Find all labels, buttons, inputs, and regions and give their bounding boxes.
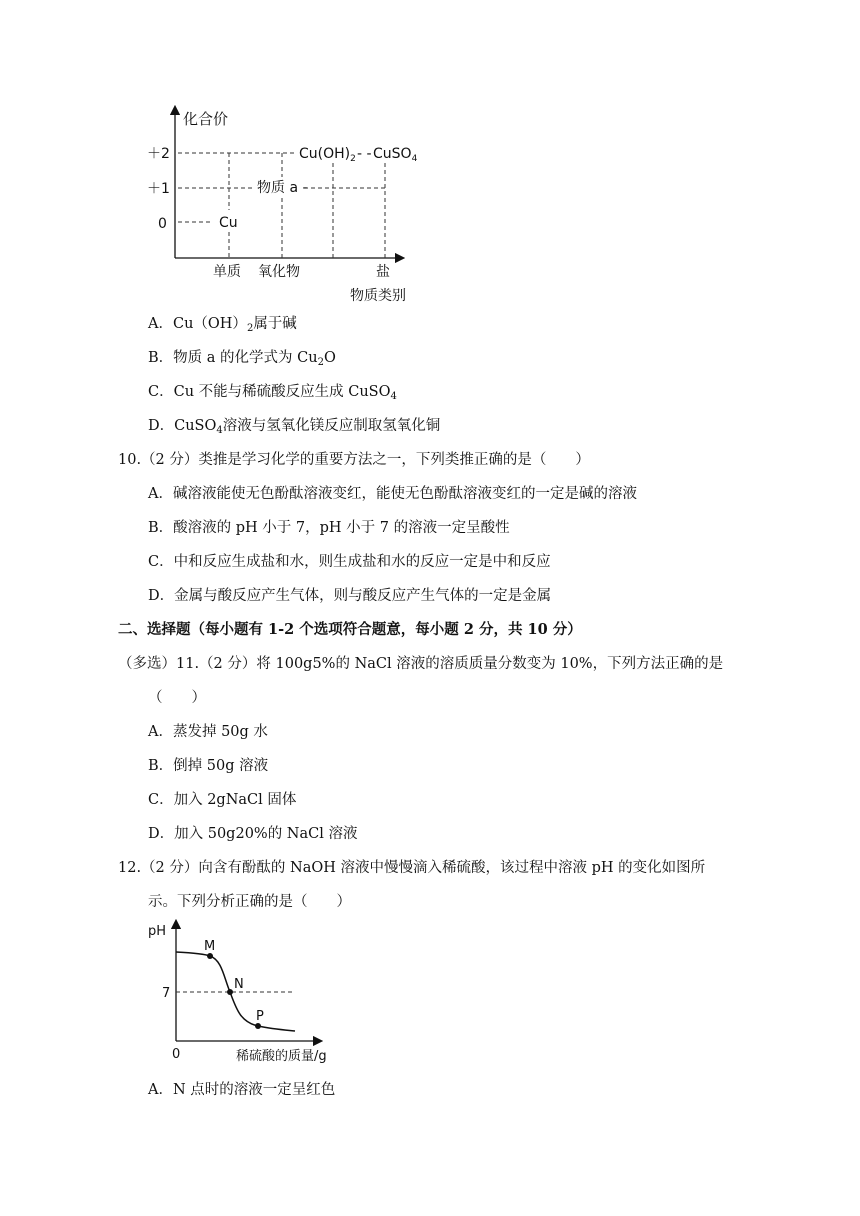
q11-option-b: B．倒掉 50g 溶液 xyxy=(148,758,269,774)
tick-zero: 0 xyxy=(158,216,167,232)
q10-stem: 10.（2 分）类推是学习化学的重要方法之一，下列类推正确的是（ ） xyxy=(118,452,590,468)
q10-option-d: D．金属与酸反应产生气体，则与酸反应产生气体的一定是金属 xyxy=(148,588,552,604)
q11-stem: （多选）11.（2 分）将 100g5%的 NaCl 溶液的溶质质量分数变为 10%，下列方法正确的是 xyxy=(118,656,724,672)
label-p: P xyxy=(256,1009,264,1024)
ph-origin-label: 0 xyxy=(172,1047,181,1062)
y-axis-label: 化合价 xyxy=(183,110,229,128)
q12-stem: 12.（2 分）向含有酚酞的 NaOH 溶液中慢慢滴入稀硫酸，该过程中溶液 pH 的变化如图所 xyxy=(118,860,706,876)
category-element: 单质 xyxy=(213,264,241,280)
valence-category-diagram xyxy=(0,95,860,405)
ph-y-axis-label: pH xyxy=(148,924,167,939)
q11-option-c: C．加入 2gNaCl 固体 xyxy=(148,792,297,808)
q9-option-d: D．CuSO$_4$溶液与氢氧化镁反应制取氢氧化铜 xyxy=(148,418,441,436)
point-dashes: - - xyxy=(357,146,372,162)
point-substance-a: 物质 a - xyxy=(257,180,308,196)
category-salt: 盐 xyxy=(376,264,390,280)
ph-x-axis-label: 稀硫酸的质量/g xyxy=(236,1049,327,1064)
q11-stem-cont: （ ） xyxy=(148,690,206,706)
q10-option-c: C．中和反应生成盐和水，则生成盐和水的反应一定是中和反应 xyxy=(148,554,551,570)
q12-option-a: A．N 点时的溶液一定呈红色 xyxy=(148,1082,336,1098)
q11-option-a: A．蒸发掉 50g 水 xyxy=(148,724,268,740)
section-heading: 二、选择题（每小题有 1-2 个选项符合题意，每小题 2 分，共 10 分） xyxy=(118,621,582,638)
tick-plus1: ＋1 xyxy=(147,181,170,197)
q10-option-b: B．酸溶液的 pH 小于 7，pH 小于 7 的溶液一定呈酸性 xyxy=(148,520,510,536)
point-cuso4: CuSO$_4$ xyxy=(373,146,418,164)
label-m: M xyxy=(204,939,216,954)
q11-option-d: D．加入 50g20%的 NaCl 溶液 xyxy=(148,826,358,842)
point-cuoh2: $Cu(OH)_2$ xyxy=(299,146,356,164)
category-oxide: 氧化物 xyxy=(258,264,300,280)
q9-option-b: B．物质 a 的化学式为 $Cu_2O$ xyxy=(148,350,336,368)
ph-seven-label: 7 xyxy=(162,986,171,1001)
point-n xyxy=(227,989,233,995)
q12-stem-cont: 示。下列分析正确的是（ ） xyxy=(148,894,351,910)
q10-option-a: A．碱溶液能使无色酚酞溶液变红，能使无色酚酞溶液变红的一定是碱的溶液 xyxy=(148,486,637,502)
point-cu: Cu xyxy=(219,215,238,231)
q9-option-c: C．Cu 不能与稀硫酸反应生成 CuSO$_4$ xyxy=(148,384,397,402)
label-n: N xyxy=(234,977,244,992)
q9-option-a: A．$Cu(OH)_2$属于碱 xyxy=(148,316,297,334)
tick-plus2: ＋2 xyxy=(147,146,170,162)
ph-curve-diagram xyxy=(0,918,860,1068)
x-axis-label: 物质类别 xyxy=(350,288,406,304)
